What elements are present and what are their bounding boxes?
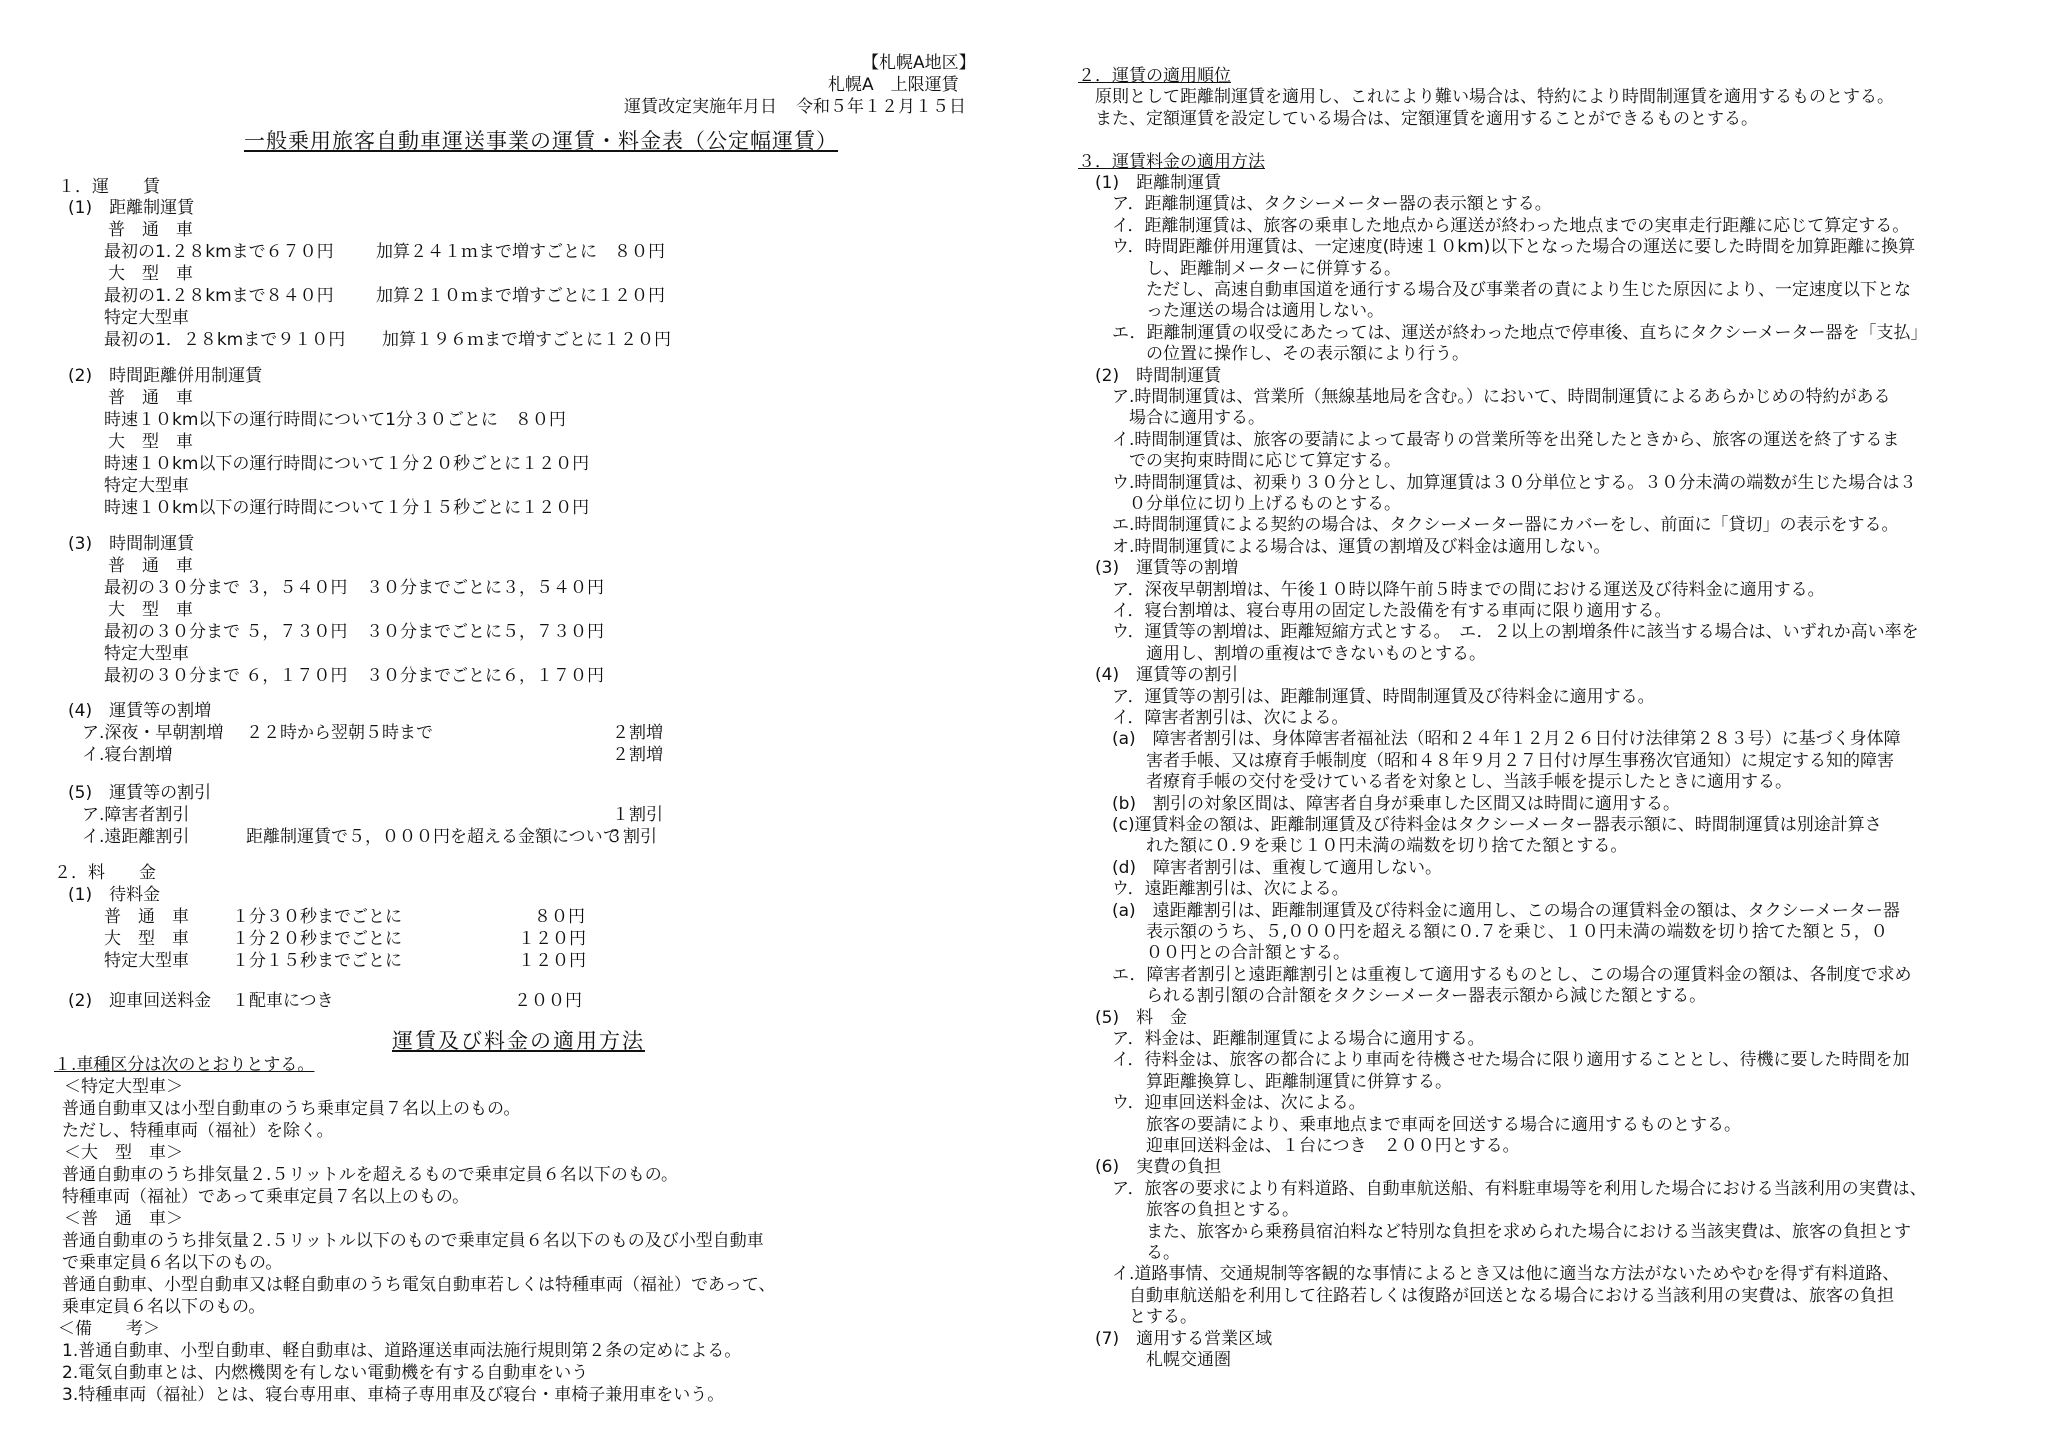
right-column: [1024, 0, 2048, 1448]
right-text-line: (2) 時間制運賃: [1078, 365, 1222, 386]
body-text: 普通自動車のうち排気量２.５リットルを超えるもので乗車定員６名以下のもの。: [62, 1165, 679, 1185]
right-text-line: (a) 遠距離割引は、距離制運賃及び待料金に適用し、この場合の運賃料金の額は、タクシーメーター器: [1078, 900, 1900, 921]
right-text-line: 旅客の負担とする。: [1078, 1200, 1299, 1221]
right-text-line: また、定額運賃を設定している場合は、定額運賃を適用することができるものとする。: [1078, 108, 1758, 129]
fare-text: 最初の３０分まで ３，５４０円: [104, 578, 348, 598]
right-text-line: での実拘束時間に応じて算定する。: [1078, 451, 1401, 472]
right-text-line: オ.時間制運賃による場合は、運賃の割増及び料金は適用しない。: [1078, 536, 1611, 557]
fare-text: 時速１０km以下の運行時間について1分３０ごとに ８０円: [104, 410, 566, 430]
note-text: 1.普通自動車、小型自動車、軽自動車は、道路運送車両法施行規則第２条の定めによる。: [62, 1341, 742, 1361]
right-text-line: 表示額のうち、５,０００円を超える額に０.７を乗じ、１０円未満の端数を切り捨てた額と５，０: [1078, 922, 1888, 942]
car-type-label: 大 型 車: [108, 264, 193, 284]
right-text-line: 旅客の要請により、乗車地点まで車両を回送する場合に適用するものとする。: [1078, 1114, 1741, 1135]
right-text-line: (3) 運賃等の割増: [1078, 558, 1239, 579]
right-text-line: エ.時間制運賃による契約の場合は、タクシーメーター器にカバーをし、前面に「貸切」の表示をする。: [1078, 515, 1899, 536]
right-text-line: また、旅客から乗務員宿泊料など特別な負担を求められた場合における当該実費は、旅客の負担とす: [1078, 1221, 1911, 1242]
body-text: で乗車定員６名以下のもの。: [62, 1253, 283, 1273]
right-text-line: 原則として距離制運賃を適用し、これにより難い場合は、特約により時間制運賃を適用するものとする。: [1078, 87, 1894, 108]
right-text-line: ３．運賃料金の適用方法: [1078, 151, 1265, 172]
right-text-line: 迎車回送料金は、１台につき ２００円とする。: [1078, 1136, 1520, 1156]
fare-text: ３０分までごとに６，１７０円: [366, 666, 604, 686]
right-text-line: 場合に適用する。: [1078, 408, 1265, 429]
fare-text: ３０分までごとに３，５４０円: [366, 578, 604, 598]
right-text-line: ウ．運賃等の割増は、距離短縮方式とする。 エ．２以上の割増条件に該当する場合は、いずれか高い率を: [1078, 622, 1919, 643]
body-text: 乗車定員６名以下のもの。: [62, 1297, 266, 1317]
section-fare: １．運 賃: [58, 177, 160, 197]
surcharge-desc: ２２時から翌朝５時まで: [246, 723, 433, 743]
right-text-line: イ．距離制運賃は、旅客の乗車した地点から運送が終わった地点までの実車走行距離に応じて算定する。: [1078, 215, 1910, 236]
fare-text: 加算２４１ｍまで増すごとに ８０円: [376, 242, 665, 262]
body-text: 特種車両（福祉）であって乗車定員７名以上のもの。: [62, 1187, 470, 1207]
category-label: ＜備 考＞: [58, 1319, 160, 1339]
pickup-desc: １配車につき: [232, 991, 334, 1011]
right-text-line: ア．深夜早朝割増は、午後１０時以降午前５時までの間における運送及び待料金に適用する。: [1078, 579, 1825, 600]
right-text-line: ア．運賃等の割引は、距離制運賃、時間制運賃及び待料金に適用する。: [1078, 686, 1655, 707]
pickup-value: ２００円: [514, 991, 582, 1011]
discount-item: イ.遠距離割引: [82, 827, 190, 847]
discount-value: ３割引: [606, 827, 657, 847]
right-text-line: ア．料金は、距離制運賃による場合に適用する。: [1078, 1029, 1485, 1049]
surcharge-heading: (4) 運賃等の割増: [68, 701, 212, 721]
right-text-line: の位置に操作し、その表示額により行う。: [1078, 344, 1469, 365]
vehicle-classification-heading: １.車種区分は次のとおりとする。: [54, 1055, 315, 1075]
right-text-line: ウ．時間距離併用運賃は、一定速度(時速１０km)以下となった場合の運送に要した時間を加算距離に換算: [1078, 237, 1916, 258]
fare-text: 最初の1.２８kmまで８４０円: [104, 286, 334, 306]
section-charges: ２．料 金: [54, 863, 156, 883]
body-text: 普通自動車又は小型自動車のうち乗車定員７名以上のもの。: [62, 1099, 521, 1119]
right-text-line: った運送の場合は適用しない。: [1078, 301, 1384, 322]
right-text-line: 適用し、割増の重複はできないものとする。: [1078, 643, 1486, 664]
fare-text: 最初の1.２８kmまで６７０円: [104, 242, 334, 262]
right-text-line: エ．障害者割引と遠距離割引とは重複して適用するものとし、この場合の運賃料金の額は、各制度で求め: [1078, 964, 1912, 985]
wait-desc: １分３０秒までごとに: [232, 907, 402, 927]
category-label: ＜大 型 車＞: [64, 1143, 183, 1163]
right-text-line: (d) 障害者割引は、重複して適用しない。: [1078, 857, 1443, 878]
wait-desc: １分１５秒までごとに: [232, 951, 402, 971]
right-text-line: し、距離制メーターに併算する。: [1078, 258, 1401, 279]
wait-value: １２０円: [518, 929, 586, 949]
discount-heading: (5) 運賃等の割引: [68, 783, 212, 803]
right-text-line: ウ．遠距離割引は、次による。: [1078, 879, 1349, 900]
wait-value: １２０円: [518, 951, 586, 971]
right-text-line: ア．距離制運賃は、タクシーメーター器の表示額とする。: [1078, 194, 1552, 215]
surcharge-value: ２割増: [612, 723, 663, 743]
category-label: ＜特定大型車＞: [64, 1077, 183, 1097]
right-text-line: (5) 料 金: [1078, 1007, 1188, 1028]
wait-desc: １分２０秒までごとに: [232, 929, 402, 949]
wait-car: 特定大型車: [104, 951, 189, 971]
right-text-line: とする。: [1078, 1307, 1197, 1328]
car-type-label: 大 型 車: [108, 600, 193, 620]
fare-text: 加算２１０ｍまで増すごとに１２０円: [376, 286, 665, 306]
discount-desc: 距離制運賃で５，０００円を超える金額について: [246, 827, 620, 847]
wait-value: ８０円: [534, 907, 585, 927]
surcharge-value: ２割増: [612, 745, 663, 765]
right-text-line: られる割引額の合計額をタクシーメーター器表示額から減じた額とする。: [1078, 986, 1707, 1007]
body-text: 普通自動車のうち排気量２.５リットル以下のもので乗車定員６名以下のもの及び小型自動車: [62, 1231, 764, 1251]
car-type-label: 特定大型車: [104, 476, 189, 496]
effective-date: 令和５年１２月１５日: [796, 97, 966, 117]
right-text-line: る。: [1078, 1243, 1180, 1263]
fare-text: 最初の３０分まで ５，７３０円: [104, 622, 348, 642]
right-text-line: イ.道路事情、交通規制等客観的な事情によるとき又は他に適当な方法がないためやむを得ず有料道路、: [1078, 1264, 1900, 1285]
region-line: 札幌A 上限運賃: [828, 75, 959, 95]
right-text-line: (6) 実費の負担: [1078, 1157, 1222, 1178]
right-text-line: (1) 距離制運賃: [1078, 173, 1222, 193]
fare-text: 時速１０km以下の運行時間について１分１５秒ごとに１２０円: [104, 498, 590, 518]
surcharge-item: イ.寝台割増: [82, 745, 173, 765]
right-text-line: イ.時間制運賃は、旅客の要請によって最寄りの営業所等を出発したときから、旅客の運送を終了するま: [1078, 429, 1900, 450]
discount-value: １割引: [612, 805, 663, 825]
waiting-charge-heading: (1) 待料金: [68, 885, 161, 905]
category-label: ＜普 通 車＞: [64, 1209, 183, 1229]
fare-text: 最初の３０分まで ６，１７０円: [104, 666, 348, 686]
car-type-label: 普 通 車: [108, 220, 193, 240]
wait-car: 大 型 車: [104, 929, 189, 949]
time-fare-heading: (3) 時間制運賃: [68, 534, 195, 554]
right-text-line: イ．寝台割増は、寝台専用の固定した設備を有する車両に限り適用する。: [1078, 601, 1672, 621]
fare-text: 加算１９６ｍまで増すごとに１２０円: [382, 330, 671, 350]
right-text-line: ア．旅客の要求により有料道路、自動車航送船、有料駐車場等を利用した場合における当該利用の実費は、: [1078, 1178, 1927, 1199]
right-text-line: れた額に０.９を乗じ１０円未満の端数を切り捨てた額とする。: [1078, 836, 1628, 857]
time-distance-heading: (2) 時間距離併用制運賃: [68, 366, 263, 386]
right-text-line: ２．運賃の適用順位: [1078, 66, 1231, 86]
region-tag: 【札幌A地区】: [862, 53, 976, 73]
right-text-line: イ．障害者割引は、次による。: [1078, 708, 1349, 728]
right-text-line: 自動車航送船を利用して往路若しくは復路が回送となる場合における当該利用の実費は、旅客の負担: [1078, 1285, 1894, 1306]
body-text: ただし、特種車両（福祉）を除く。: [62, 1121, 334, 1141]
distance-fare-heading: (1) 距離制運賃: [68, 198, 195, 218]
fare-text: 時速１０km以下の運行時間について１分２０秒ごとに１２０円: [104, 454, 590, 474]
fare-text: ３０分までごとに５，７３０円: [366, 622, 604, 642]
right-text-line: (b) 割引の対象区間は、障害者自身が乗車した区間又は時間に適用する。: [1078, 793, 1681, 814]
car-type-label: 大 型 車: [108, 432, 193, 452]
right-text-line: ただし、高速自動車国道を通行する場合及び事業者の責により生じた原因により、一定速度以下とな: [1078, 280, 1911, 300]
car-type-label: 普 通 車: [108, 556, 193, 576]
right-text-line: ア.時間制運賃は、営業所（無線基地局を含む。）において、時間制運賃によるあらかじめの特約がある: [1078, 387, 1891, 407]
right-text-line: 者療育手帳の交付を受けている者を対象とし、当該手帳を提示したときに適用する。: [1078, 772, 1792, 793]
right-text-line: (4) 運賃等の割引: [1078, 665, 1239, 686]
body-text: 普通自動車、小型自動車又は軽自動車のうち電気自動車若しくは特種車両（福祉）であって、: [62, 1275, 776, 1295]
surcharge-item: ア.深夜・早朝割増: [82, 723, 224, 743]
page-title: 一般乗用旅客自動車運送事業の運賃・料金表（公定幅運賃）: [244, 129, 838, 153]
pickup-charge: (2) 迎車回送料金: [68, 991, 212, 1011]
method-title: 運賃及び料金の適用方法: [392, 1029, 645, 1053]
car-type-label: 普 通 車: [108, 388, 193, 408]
right-text-line: 害者手帳、又は療育手帳制度（昭和４８年９月２７日付け厚生事務次官通知）に規定する知的障害: [1078, 750, 1894, 771]
note-text: 2.電気自動車とは、内燃機関を有しない電動機を有する自動車をいう: [62, 1363, 589, 1383]
wait-car: 普 通 車: [104, 907, 189, 927]
right-text-line: イ．待料金は、旅客の都合により車両を待機させた場合に限り適用することとし、待機に要した時間を加: [1078, 1050, 1910, 1071]
right-text-line: (a) 障害者割引は、身体障害者福祉法（昭和２４年１２月２６日付け法律第２８３号）に基づく身体障: [1078, 729, 1901, 750]
fare-text: 最初の1．２８kmまで９１０円: [104, 330, 346, 350]
right-text-line: (7) 適用する営業区域: [1078, 1328, 1273, 1349]
discount-item: ア.障害者割引: [82, 805, 190, 825]
right-text-line: ウ.時間制運賃は、初乗り３０分とし、加算運賃は３０分単位とする。３０分未満の端数が生じた場合は３: [1078, 472, 1917, 493]
right-text-line: ００円との合計額とする。: [1078, 943, 1350, 964]
right-text-line: 算距離換算し、距離制運賃に併算する。: [1078, 1071, 1452, 1092]
car-type-label: 特定大型車: [104, 644, 189, 664]
note-text: 3.特種車両（福祉）とは、寝台専用車、車椅子専用車及び寝台・車椅子兼用車をいう。: [62, 1385, 725, 1405]
right-text-line: 札幌交通圏: [1078, 1350, 1231, 1370]
effective-label: 運賃改定実施年月日: [624, 97, 777, 117]
car-type-label: 特定大型車: [104, 308, 189, 328]
right-text-line: ウ．迎車回送料金は、次による。: [1078, 1093, 1366, 1114]
right-text-line: (c)運賃料金の額は、距離制運賃及び待料金はタクシーメーター器表示額に、時間制運賃は別途計算さ: [1078, 815, 1882, 835]
right-text-line: エ．距離制運賃の収受にあたっては、運送が終わった地点で停車後、直ちにタクシーメーター器を「支払」: [1078, 322, 1928, 343]
right-text-line: ０分単位に切り上げるものとする。: [1078, 494, 1401, 514]
